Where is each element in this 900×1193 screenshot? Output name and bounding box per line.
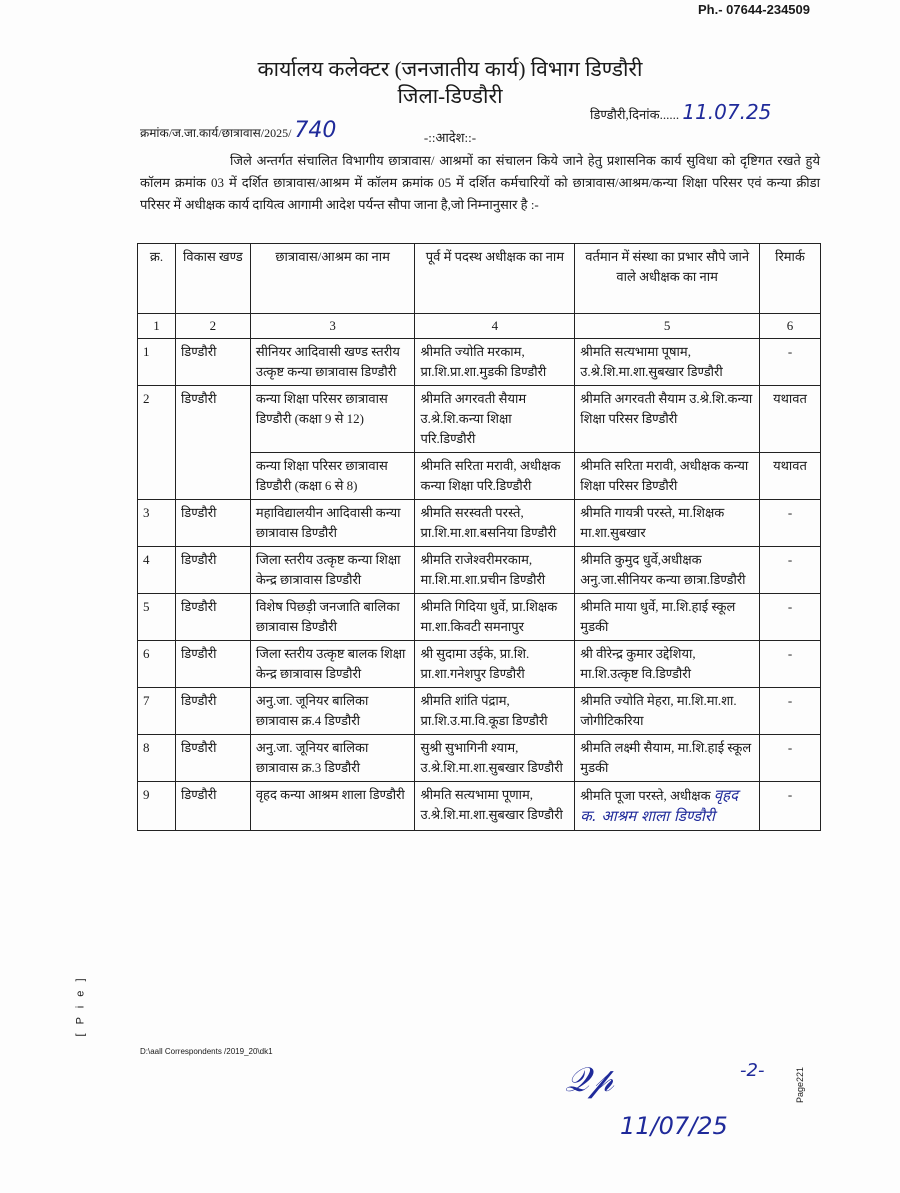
row-remark-text: - [787, 552, 793, 567]
col-num: 1 [138, 314, 176, 339]
row-previous [415, 339, 575, 386]
row-block [175, 500, 250, 547]
row-previous [415, 735, 575, 782]
row-hostel-text: महाविद्यालयीन आदिवासी कन्या छात्रावास डिण्डौरी [255, 505, 401, 540]
row-remark [760, 339, 821, 386]
date-label: डिण्डौरी,दिनांक [590, 107, 660, 122]
row-sno [138, 782, 176, 831]
row-previous-text: श्रीमति सरस्वती परस्ते, प्रा.शि.मा.शा.बसनिया डिण्डौरी [420, 505, 557, 540]
row-remark-text: - [787, 740, 793, 755]
row-sno [138, 735, 176, 782]
row-current [575, 386, 760, 453]
assignment-table [137, 243, 821, 831]
row-block [175, 782, 250, 831]
row-hostel [250, 453, 415, 500]
row-previous-text: श्रीमति राजेश्वरीमरकाम, मा.शि.मा.शा.प्रचीन डिण्डौरी [420, 552, 546, 587]
side-label: [ P i e ] [74, 975, 87, 1037]
col-num: 4 [415, 314, 575, 339]
row-hostel-text: अनु.जा. जूनियर बालिका छात्रावास क्र.3 डिण्डौरी [255, 740, 369, 775]
row-hostel [250, 641, 415, 688]
row-current-text: श्रीमति सरिता मरावी, अधीक्षक कन्या शिक्षा परिसर डिण्डौरी [580, 458, 749, 493]
row-current-text: श्रीमति माया धुर्वे, मा.शि.हाई स्कूल मुडकी [580, 599, 736, 634]
row-block [175, 547, 250, 594]
row-sno [138, 500, 176, 547]
row-sno-text: 9 [143, 787, 150, 802]
row-remark [760, 594, 821, 641]
table-header-row [138, 244, 821, 314]
row-current-text: श्रीमति लक्ष्मी सैयाम, मा.शि.हाई स्कूल मुडकी [580, 740, 752, 775]
row-hostel [250, 782, 415, 831]
page-mark: -2- [740, 1060, 765, 1081]
row-sno-text: 4 [143, 552, 150, 567]
row-sno-text: 6 [143, 646, 150, 661]
row-previous-text: श्रीमति सरिता मरावी, अधीक्षक कन्या शिक्षा परि.डिण्डौरी [420, 458, 561, 493]
row-remark [760, 453, 821, 500]
row-previous-text: श्री सुदामा उईके, प्रा.शि. प्रा.शा.गनेशपुर डिण्डौरी [420, 646, 530, 681]
row-previous [415, 500, 575, 547]
row-remark [760, 641, 821, 688]
order-heading: -::आदेश::- [423, 130, 477, 145]
row-hostel [250, 547, 415, 594]
row-sno-text: 3 [143, 505, 150, 520]
row-previous [415, 688, 575, 735]
row-block [175, 641, 250, 688]
row-hostel [250, 735, 415, 782]
column-number-row [138, 314, 821, 339]
row-current-text: श्री वीरेन्द्र कुमार उद्देशिया, मा.शि.उत्कृष्ट वि.डिण्डौरी [580, 646, 696, 681]
reference-prefix: क्रमांक/ज.जा.कार्य/छात्रावास/2025/ [140, 126, 292, 140]
row-block-text: डिण्डौरी [180, 344, 217, 359]
table-row [138, 782, 821, 831]
row-previous [415, 547, 575, 594]
row-current [575, 500, 760, 547]
row-block-text: डिण्डौरी [180, 646, 217, 661]
header-current: वर्तमान में संस्था का प्रभार सौपे जाने वाले अधीक्षक का नाम [575, 244, 760, 314]
row-previous [415, 641, 575, 688]
handwritten-note: वृहद क. आश्रम शाला डिण्डौरी [580, 786, 739, 825]
row-block-text: डिण्डौरी [180, 391, 217, 406]
row-current-text: श्रीमति गायत्री परस्ते, मा.शिक्षक मा.शा.सुबखार [580, 505, 725, 540]
row-previous [415, 386, 575, 453]
row-hostel-text: जिला स्तरीय उत्कृष्ट बालक शिक्षा केन्द्र छात्रावास डिण्डौरी [255, 646, 406, 681]
row-current [575, 641, 760, 688]
row-remark-text: - [787, 693, 793, 708]
row-current-text: श्रीमति ज्योति मेहरा, मा.शि.मा.शा. जोगीटिकरिया [580, 693, 737, 728]
row-hostel-text: वृहद कन्या आश्रम शाला डिण्डौरी [255, 787, 405, 802]
row-hostel [250, 688, 415, 735]
row-remark [760, 735, 821, 782]
row-block-text: डिण्डौरी [180, 693, 217, 708]
row-current [575, 782, 760, 831]
col-num: 5 [575, 314, 760, 339]
order-body [140, 150, 820, 216]
row-remark [760, 688, 821, 735]
row-current-text: श्रीमति सत्यभामा पूषाम, उ.श्रे.शि.मा.शा.सुबखार डिण्डौरी [580, 344, 723, 379]
order-body-text: जिले अन्तर्गत संचालित विभागीय छात्रावास/ आश्रमों का संचालन किये जाने हेतु प्रशासनिक कार्य सुविधा को दृष्टिगत रखते हुये कॉलम क्रमांक 03 में दर्शित छात्रावास/आश्रम में कॉलम क्रमांक 05 में दर्शित कर्मचारियों को छात्रावास/आश्रम/कन्या शिक्षा परिसर एवं कन्या क्रीडा परिसर में अधीक्षक कार्य दायित्व आगामी आदेश पर्यन्त सौपा जाना है,जो निम्नानुसार है :- [140, 153, 820, 212]
row-current-text: श्रीमति पूजा परस्ते, अधीक्षक [580, 788, 711, 803]
office-title: कार्यालय कलेक्टर (जनजातीय कार्य) विभाग डिण्डौरी [257, 57, 643, 81]
page-label: Page221 [795, 1066, 806, 1104]
row-block-text: डिण्डौरी [180, 787, 217, 802]
row-hostel-text: कन्या शिक्षा परिसर छात्रावास डिण्डौरी (कक्षा 9 से 12) [255, 391, 388, 426]
row-sno-text: 1 [143, 344, 150, 359]
row-remark [760, 782, 821, 831]
header-block: विकास खण्ड [175, 244, 250, 314]
row-current [575, 594, 760, 641]
row-remark [760, 386, 821, 453]
row-current [575, 339, 760, 386]
row-hostel [250, 339, 415, 386]
row-hostel-text: विशेष पिछड़ी जनजाति बालिका छात्रावास डिण्डौरी [255, 599, 400, 634]
row-sno [138, 688, 176, 735]
row-block [175, 339, 250, 386]
row-block-text: डिण्डौरी [180, 552, 217, 567]
row-previous-text: श्रीमति ज्योति मरकाम, प्रा.शि.प्रा.शा.मुडकी डिण्डौरी [420, 344, 547, 379]
row-previous-text: श्रीमति गिदिया धुर्वे, प्रा.शिक्षक मा.शा.किवटी समनापुर [420, 599, 558, 634]
row-sno-text: 7 [143, 693, 150, 708]
row-sno-text: 5 [143, 599, 150, 614]
row-block-text: डिण्डौरी [180, 505, 217, 520]
signature: 𝒬𝓅 [565, 1060, 614, 1100]
row-sno [138, 386, 176, 500]
row-hostel-text: अनु.जा. जूनियर बालिका छात्रावास क्र.4 डिण्डौरी [255, 693, 369, 728]
row-remark-text: - [787, 787, 793, 802]
col-num: 3 [250, 314, 415, 339]
row-current [575, 688, 760, 735]
row-current-text: श्रीमति अगरवती सैयाम उ.श्रे.शि.कन्या शिक्षा परिसर डिण्डौरी [580, 391, 753, 426]
table-row [138, 641, 821, 688]
col-num: 2 [175, 314, 250, 339]
row-block [175, 735, 250, 782]
row-block [175, 688, 250, 735]
row-current-text: श्रीमति कुमुद धुर्वे,अधीक्षक अनु.जा.सीनियर कन्या छात्रा.डिण्डौरी [580, 552, 746, 587]
row-sno [138, 641, 176, 688]
row-block-text: डिण्डौरी [180, 599, 217, 614]
col-num: 6 [760, 314, 821, 339]
table-row [138, 735, 821, 782]
row-hostel [250, 500, 415, 547]
table-row [138, 594, 821, 641]
row-sno-text: 2 [143, 391, 150, 406]
header-hostel: छात्रावास/आश्रम का नाम [250, 244, 415, 314]
row-current [575, 547, 760, 594]
row-hostel-text: सीनियर आदिवासी खण्ड स्तरीय उत्कृष्ट कन्या छात्रावास डिण्डौरी [255, 344, 400, 379]
row-remark-text: - [787, 505, 793, 520]
row-previous-text: श्रीमति सत्यभामा पूणाम, उ.श्रे.शि.मा.शा.सुबखार डिण्डौरी [420, 787, 563, 822]
reference-number: 740 [294, 118, 337, 143]
table-row [138, 386, 821, 453]
row-remark-text: - [787, 344, 793, 359]
row-hostel-text: जिला स्तरीय उत्कृष्ट कन्या शिक्षा केन्द्र छात्रावास डिण्डौरी [255, 552, 401, 587]
row-previous-text: श्रीमति अगरवती सैयाम उ.श्रे.शि.कन्या शिक्षा परि.डिण्डौरी [420, 391, 527, 446]
header-previous: पूर्व में पदस्थ अधीक्षक का नाम [415, 244, 575, 314]
row-block [175, 386, 250, 500]
row-hostel [250, 386, 415, 453]
row-block-text: डिण्डौरी [180, 740, 217, 755]
row-previous-text: सुश्री सुभागिनी श्याम, उ.श्रे.शि.मा.शा.सुबखार डिण्डौरी [420, 740, 563, 775]
row-previous-text: श्रीमति शांति पंद्राम, प्रा.शि.उ.मा.वि.कूडा डिण्डौरी [420, 693, 548, 728]
row-previous [415, 782, 575, 831]
date-value: 11.07.25 [682, 100, 772, 124]
row-sno [138, 594, 176, 641]
table-row [138, 500, 821, 547]
row-sno [138, 547, 176, 594]
date-line: डिण्डौरी,दिनांक...... 11.07.25 [590, 100, 772, 124]
row-sno [138, 339, 176, 386]
file-path: D:\aall Correspondents /2019_20\dk1 [140, 1047, 273, 1056]
row-previous [415, 453, 575, 500]
table-row [138, 547, 821, 594]
row-current [575, 453, 760, 500]
signature-date: 11/07/25 [620, 1112, 728, 1140]
row-remark [760, 547, 821, 594]
row-remark-text: यथावत [773, 391, 807, 406]
row-remark-text: - [787, 646, 793, 661]
table-row [138, 339, 821, 386]
row-hostel [250, 594, 415, 641]
header-remark: रिमार्क [760, 244, 821, 314]
row-hostel-text: कन्या शिक्षा परिसर छात्रावास डिण्डौरी (कक्षा 6 से 8) [255, 458, 388, 493]
row-block [175, 594, 250, 641]
row-previous [415, 594, 575, 641]
row-remark-text: यथावत [773, 458, 807, 473]
row-remark-text: - [787, 599, 793, 614]
table-row [138, 688, 821, 735]
district-title: जिला-डिण्डौरी [397, 84, 503, 108]
row-remark [760, 500, 821, 547]
row-current [575, 735, 760, 782]
header-sno: क्र. [138, 244, 176, 314]
phone-number: Ph.- 07644-234509 [697, 2, 810, 17]
row-sno-text: 8 [143, 740, 150, 755]
